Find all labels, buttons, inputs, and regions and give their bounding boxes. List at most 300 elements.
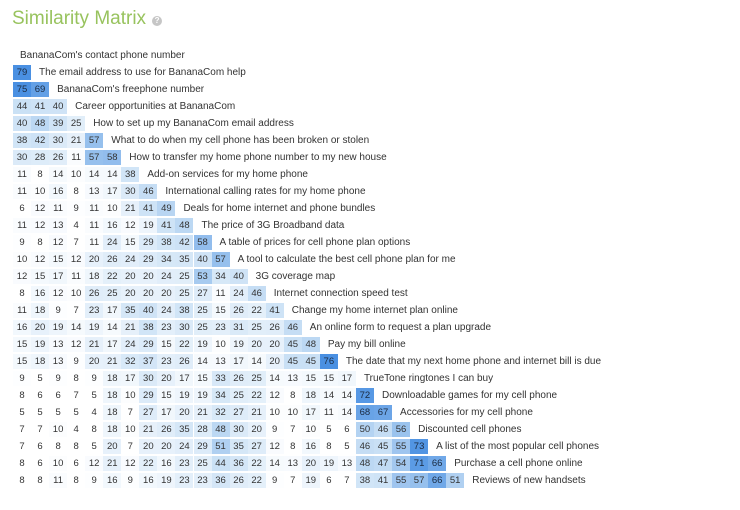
matrix-cell: 9 bbox=[49, 371, 67, 386]
matrix-cell: 12 bbox=[266, 439, 284, 454]
matrix-cell: 8 bbox=[67, 371, 85, 386]
matrix-cell: 45 bbox=[374, 439, 392, 454]
matrix-cell: 8 bbox=[49, 439, 67, 454]
matrix-cell: 14 bbox=[85, 167, 103, 182]
matrix-cell: 22 bbox=[248, 473, 266, 488]
matrix-cell: 30 bbox=[49, 133, 67, 148]
matrix-cell: 48 bbox=[31, 116, 49, 131]
matrix-cell: 5 bbox=[85, 388, 103, 403]
matrix-cell: 19 bbox=[320, 456, 338, 471]
matrix-cell: 8 bbox=[31, 167, 49, 182]
matrix-cell: 25 bbox=[248, 320, 266, 335]
matrix-cell: 10 bbox=[212, 337, 230, 352]
matrix-cell: 12 bbox=[13, 269, 31, 284]
matrix-cell: 11 bbox=[13, 184, 31, 199]
matrix-cell: 27 bbox=[248, 439, 266, 454]
matrix-cell: 6 bbox=[31, 456, 49, 471]
matrix-cell: 18 bbox=[302, 388, 320, 403]
row-label: Career opportunities at BananaCom bbox=[75, 101, 236, 112]
matrix-cell: 11 bbox=[49, 201, 67, 216]
row-label: A list of the most popular cell phones bbox=[436, 441, 600, 452]
row-label: The price of 3G Broadband data bbox=[201, 220, 345, 231]
matrix-cell: 23 bbox=[175, 456, 193, 471]
matrix-cell: 24 bbox=[157, 303, 175, 318]
matrix-cell: 11 bbox=[49, 473, 67, 488]
matrix-cell: 7 bbox=[31, 422, 49, 437]
row-label: Internet connection speed test bbox=[273, 288, 408, 299]
matrix-cell: 25 bbox=[194, 456, 212, 471]
matrix-cell: 11 bbox=[67, 269, 85, 284]
matrix-cell: 45 bbox=[284, 354, 302, 369]
matrix-cell: 12 bbox=[266, 388, 284, 403]
matrix-cell: 5 bbox=[85, 439, 103, 454]
matrix-cell: 10 bbox=[67, 286, 85, 301]
matrix-cell: 73 bbox=[410, 439, 428, 454]
row-label: What to do when my cell phone has been broken or stolen bbox=[111, 135, 370, 146]
matrix-cell: 30 bbox=[139, 371, 157, 386]
matrix-cell: 11 bbox=[13, 167, 31, 182]
matrix-cell: 9 bbox=[85, 473, 103, 488]
matrix-cell: 14 bbox=[49, 167, 67, 182]
matrix-cell: 57 bbox=[410, 473, 428, 488]
matrix-cell: 21 bbox=[103, 456, 121, 471]
matrix-cell: 20 bbox=[139, 439, 157, 454]
matrix-cell: 26 bbox=[49, 150, 67, 165]
matrix-cell: 20 bbox=[175, 405, 193, 420]
matrix-cell: 22 bbox=[248, 303, 266, 318]
matrix-cell: 6 bbox=[13, 201, 31, 216]
matrix-cell: 12 bbox=[121, 456, 139, 471]
matrix-cell: 20 bbox=[248, 337, 266, 352]
matrix-cell: 19 bbox=[49, 320, 67, 335]
matrix-cell: 17 bbox=[103, 184, 121, 199]
matrix-cell: 14 bbox=[103, 320, 121, 335]
matrix-cell: 17 bbox=[157, 405, 175, 420]
matrix-cell: 5 bbox=[13, 405, 31, 420]
matrix-cell: 5 bbox=[67, 405, 85, 420]
matrix-cell: 13 bbox=[338, 456, 356, 471]
matrix-cell: 17 bbox=[302, 405, 320, 420]
matrix-cell: 7 bbox=[13, 422, 31, 437]
matrix-cell: 69 bbox=[31, 82, 49, 97]
matrix-cell: 5 bbox=[338, 439, 356, 454]
matrix-cell: 7 bbox=[121, 439, 139, 454]
matrix-cell: 58 bbox=[194, 235, 212, 250]
matrix-cell: 17 bbox=[230, 354, 248, 369]
matrix-cell: 36 bbox=[230, 456, 248, 471]
matrix-cell: 14 bbox=[194, 354, 212, 369]
matrix-cell: 32 bbox=[121, 354, 139, 369]
matrix-cell: 44 bbox=[212, 456, 230, 471]
matrix-cell: 11 bbox=[85, 235, 103, 250]
matrix-cell: 11 bbox=[13, 303, 31, 318]
row-label: How to set up my BananaCom email address bbox=[93, 118, 294, 129]
matrix-cell: 13 bbox=[49, 354, 67, 369]
matrix-cell: 7 bbox=[13, 439, 31, 454]
matrix-cell: 9 bbox=[121, 473, 139, 488]
matrix-cell: 20 bbox=[121, 269, 139, 284]
matrix-cell: 9 bbox=[266, 473, 284, 488]
matrix-cell: 48 bbox=[356, 456, 374, 471]
matrix-cell: 7 bbox=[67, 303, 85, 318]
matrix-cell: 26 bbox=[230, 371, 248, 386]
matrix-cell: 20 bbox=[139, 286, 157, 301]
matrix-cell: 5 bbox=[320, 422, 338, 437]
matrix-cell: 20 bbox=[157, 371, 175, 386]
matrix-cell: 9 bbox=[13, 371, 31, 386]
matrix-cell: 25 bbox=[194, 303, 212, 318]
matrix-cell: 36 bbox=[212, 473, 230, 488]
matrix-cell: 34 bbox=[212, 388, 230, 403]
matrix-cell: 40 bbox=[49, 99, 67, 114]
matrix-cell: 20 bbox=[266, 337, 284, 352]
matrix-cell: 14 bbox=[248, 354, 266, 369]
row-label: Add-on services for my home phone bbox=[147, 169, 308, 180]
matrix-cell: 26 bbox=[266, 320, 284, 335]
matrix-cell: 21 bbox=[67, 133, 85, 148]
matrix-cell: 66 bbox=[428, 456, 446, 471]
matrix-cell: 26 bbox=[175, 354, 193, 369]
matrix-cell: 30 bbox=[121, 184, 139, 199]
matrix-cell: 13 bbox=[212, 354, 230, 369]
matrix-cell: 68 bbox=[356, 405, 374, 420]
matrix-cell: 17 bbox=[103, 303, 121, 318]
matrix-cell: 20 bbox=[103, 439, 121, 454]
matrix-cell: 41 bbox=[374, 473, 392, 488]
matrix-cell: 24 bbox=[175, 439, 193, 454]
matrix-cell: 22 bbox=[175, 337, 193, 352]
matrix-cell: 51 bbox=[446, 473, 464, 488]
row-label: Pay my bill online bbox=[327, 339, 406, 350]
matrix-cell: 23 bbox=[157, 354, 175, 369]
matrix-cell: 24 bbox=[103, 235, 121, 250]
matrix-cell: 21 bbox=[121, 201, 139, 216]
matrix-cell: 14 bbox=[338, 405, 356, 420]
matrix-cell: 30 bbox=[230, 422, 248, 437]
matrix-cell: 7 bbox=[121, 405, 139, 420]
matrix-cell: 14 bbox=[266, 371, 284, 386]
matrix-cell: 20 bbox=[121, 286, 139, 301]
matrix-cell: 15 bbox=[194, 371, 212, 386]
matrix-cell: 8 bbox=[31, 235, 49, 250]
matrix-cell: 40 bbox=[230, 269, 248, 284]
matrix-cell: 18 bbox=[103, 405, 121, 420]
matrix-cell: 13 bbox=[284, 456, 302, 471]
matrix-cell: 15 bbox=[31, 269, 49, 284]
matrix-cell: 72 bbox=[356, 388, 374, 403]
matrix-cell: 23 bbox=[85, 303, 103, 318]
matrix-cell: 10 bbox=[13, 252, 31, 267]
matrix-cell: 19 bbox=[302, 473, 320, 488]
matrix-cell: 32 bbox=[212, 405, 230, 420]
matrix-cell: 46 bbox=[139, 184, 157, 199]
matrix-cell: 13 bbox=[284, 371, 302, 386]
matrix-cell: 25 bbox=[103, 286, 121, 301]
matrix-cell: 20 bbox=[266, 354, 284, 369]
matrix-cell: 79 bbox=[13, 65, 31, 80]
matrix-cell: 17 bbox=[49, 269, 67, 284]
matrix-cell: 49 bbox=[157, 201, 175, 216]
matrix-cell: 46 bbox=[284, 320, 302, 335]
matrix-cell: 56 bbox=[392, 422, 410, 437]
matrix-cell: 18 bbox=[85, 269, 103, 284]
matrix-cell: 34 bbox=[157, 252, 175, 267]
matrix-cell: 20 bbox=[157, 286, 175, 301]
row-label: Downloadable games for my cell phone bbox=[382, 390, 558, 401]
matrix-cell: 15 bbox=[157, 388, 175, 403]
matrix-cell: 25 bbox=[194, 320, 212, 335]
matrix-cell: 23 bbox=[157, 320, 175, 335]
matrix-cell: 29 bbox=[139, 337, 157, 352]
row-label: Discounted cell phones bbox=[418, 424, 522, 435]
matrix-cell: 76 bbox=[320, 354, 338, 369]
matrix-cell: 57 bbox=[85, 133, 103, 148]
matrix-cell: 6 bbox=[49, 388, 67, 403]
row-label: The email address to use for BananaCom help bbox=[39, 67, 246, 78]
matrix-cell: 55 bbox=[392, 473, 410, 488]
matrix-cell: 41 bbox=[266, 303, 284, 318]
matrix-cell: 27 bbox=[230, 405, 248, 420]
matrix-cell: 11 bbox=[212, 286, 230, 301]
matrix-cell: 51 bbox=[212, 439, 230, 454]
matrix-cell: 35 bbox=[230, 439, 248, 454]
matrix-cell: 25 bbox=[248, 371, 266, 386]
matrix-cell: 35 bbox=[175, 422, 193, 437]
matrix-cell: 11 bbox=[13, 218, 31, 233]
matrix-cell: 8 bbox=[67, 184, 85, 199]
matrix-cell: 21 bbox=[121, 320, 139, 335]
row-label: Accessories for my cell phone bbox=[400, 407, 533, 418]
matrix-cell: 29 bbox=[139, 388, 157, 403]
matrix-cell: 28 bbox=[31, 150, 49, 165]
matrix-cell: 15 bbox=[121, 235, 139, 250]
matrix-cell: 19 bbox=[194, 337, 212, 352]
matrix-cell: 71 bbox=[410, 456, 428, 471]
matrix-cell: 8 bbox=[284, 439, 302, 454]
matrix-cell: 23 bbox=[194, 473, 212, 488]
matrix-cell: 8 bbox=[67, 473, 85, 488]
matrix-cell: 38 bbox=[139, 320, 157, 335]
matrix-cell: 20 bbox=[85, 354, 103, 369]
matrix-cell: 48 bbox=[302, 337, 320, 352]
matrix-cell: 25 bbox=[175, 269, 193, 284]
matrix-cell: 18 bbox=[103, 422, 121, 437]
matrix-cell: 29 bbox=[139, 252, 157, 267]
matrix-cell: 66 bbox=[428, 473, 446, 488]
matrix-cell: 12 bbox=[67, 252, 85, 267]
matrix-cell: 58 bbox=[103, 150, 121, 165]
matrix-cell: 47 bbox=[374, 456, 392, 471]
row-label: A tool to calculate the best cell phone plan for me bbox=[237, 254, 456, 265]
matrix-cell: 21 bbox=[85, 337, 103, 352]
matrix-cell: 21 bbox=[103, 354, 121, 369]
matrix-cell: 16 bbox=[302, 439, 320, 454]
matrix-cell: 12 bbox=[31, 252, 49, 267]
matrix-cell: 48 bbox=[175, 218, 193, 233]
matrix-cell: 21 bbox=[139, 422, 157, 437]
matrix-cell: 24 bbox=[121, 337, 139, 352]
matrix-cell: 44 bbox=[13, 99, 31, 114]
matrix-cell: 11 bbox=[67, 150, 85, 165]
matrix-cell: 20 bbox=[248, 422, 266, 437]
matrix-cell: 41 bbox=[157, 218, 175, 233]
matrix-cell: 53 bbox=[194, 269, 212, 284]
matrix-cell: 22 bbox=[103, 269, 121, 284]
matrix-cell: 19 bbox=[157, 473, 175, 488]
matrix-cell: 8 bbox=[13, 388, 31, 403]
matrix-cell: 18 bbox=[103, 371, 121, 386]
matrix-cell: 15 bbox=[157, 337, 175, 352]
matrix-cell: 10 bbox=[266, 405, 284, 420]
matrix-cell: 50 bbox=[356, 422, 374, 437]
matrix-cell: 19 bbox=[175, 388, 193, 403]
matrix-cell: 42 bbox=[175, 235, 193, 250]
matrix-cell: 24 bbox=[230, 286, 248, 301]
matrix-cell: 6 bbox=[31, 439, 49, 454]
matrix-cell: 16 bbox=[139, 473, 157, 488]
matrix-cell: 45 bbox=[284, 337, 302, 352]
row-label: 3G coverage map bbox=[255, 271, 336, 282]
matrix-cell: 8 bbox=[67, 439, 85, 454]
matrix-cell: 17 bbox=[103, 337, 121, 352]
matrix-cell: 15 bbox=[212, 303, 230, 318]
matrix-cell: 13 bbox=[49, 218, 67, 233]
row-label: An online form to request a plan upgrade bbox=[309, 322, 492, 333]
matrix-cell: 33 bbox=[212, 371, 230, 386]
matrix-cell: 18 bbox=[103, 388, 121, 403]
matrix-cell: 6 bbox=[338, 422, 356, 437]
row-label: How to transfer my home phone number to my new house bbox=[129, 152, 387, 163]
matrix-cell: 8 bbox=[85, 422, 103, 437]
matrix-cell: 46 bbox=[374, 422, 392, 437]
matrix-cell: 8 bbox=[284, 388, 302, 403]
row-label: The date that my next home phone and internet bill is due bbox=[345, 356, 602, 367]
matrix-cell: 10 bbox=[49, 456, 67, 471]
matrix-cell: 22 bbox=[248, 388, 266, 403]
matrix-cell: 10 bbox=[103, 201, 121, 216]
matrix-cell: 9 bbox=[67, 201, 85, 216]
row-label: A table of prices for cell phone plan options bbox=[219, 237, 411, 248]
row-label: BananaCom's freephone number bbox=[57, 84, 205, 95]
matrix-cell: 20 bbox=[85, 252, 103, 267]
matrix-cell: 46 bbox=[248, 286, 266, 301]
matrix-cell: 12 bbox=[31, 218, 49, 233]
matrix-cell: 15 bbox=[13, 354, 31, 369]
matrix-cell: 41 bbox=[31, 99, 49, 114]
matrix-cell: 4 bbox=[85, 405, 103, 420]
matrix-cell: 5 bbox=[31, 405, 49, 420]
matrix-cell: 27 bbox=[194, 286, 212, 301]
matrix-cell: 29 bbox=[194, 439, 212, 454]
matrix-cell: 16 bbox=[103, 473, 121, 488]
matrix-cell: 9 bbox=[67, 354, 85, 369]
matrix-cell: 22 bbox=[139, 456, 157, 471]
matrix-cell: 8 bbox=[13, 473, 31, 488]
matrix-cell: 12 bbox=[121, 218, 139, 233]
matrix-cell: 42 bbox=[31, 133, 49, 148]
matrix-cell: 16 bbox=[13, 320, 31, 335]
matrix-cell: 14 bbox=[67, 320, 85, 335]
matrix-cell: 25 bbox=[230, 388, 248, 403]
matrix-cell: 46 bbox=[356, 439, 374, 454]
matrix-cell: 45 bbox=[302, 354, 320, 369]
matrix-cell: 57 bbox=[85, 150, 103, 165]
matrix-cell: 10 bbox=[302, 422, 320, 437]
matrix-cell: 26 bbox=[85, 286, 103, 301]
matrix-cell: 17 bbox=[121, 371, 139, 386]
matrix-cell: 12 bbox=[67, 337, 85, 352]
matrix-cell: 7 bbox=[338, 473, 356, 488]
matrix-cell: 27 bbox=[139, 405, 157, 420]
row-label: Change my home internet plan online bbox=[291, 305, 458, 316]
matrix-cell: 19 bbox=[230, 337, 248, 352]
matrix-cell: 26 bbox=[230, 303, 248, 318]
matrix-cell: 9 bbox=[49, 303, 67, 318]
matrix-cell: 7 bbox=[284, 422, 302, 437]
matrix-cell: 29 bbox=[139, 235, 157, 250]
matrix-cell: 16 bbox=[49, 184, 67, 199]
matrix-cell: 9 bbox=[85, 371, 103, 386]
matrix-cell: 8 bbox=[320, 439, 338, 454]
matrix-cell: 18 bbox=[31, 303, 49, 318]
matrix-cell: 20 bbox=[157, 439, 175, 454]
matrix-cell: 4 bbox=[67, 218, 85, 233]
matrix-cell: 54 bbox=[392, 456, 410, 471]
matrix-cell: 10 bbox=[31, 184, 49, 199]
matrix-cell: 8 bbox=[13, 286, 31, 301]
matrix-cell: 12 bbox=[31, 201, 49, 216]
matrix-cell: 16 bbox=[31, 286, 49, 301]
matrix-cell: 28 bbox=[194, 422, 212, 437]
matrix-cell: 9 bbox=[13, 235, 31, 250]
matrix-cell: 6 bbox=[67, 456, 85, 471]
matrix-cell: 12 bbox=[85, 456, 103, 471]
matrix-cell: 25 bbox=[175, 286, 193, 301]
matrix-cell: 10 bbox=[121, 422, 139, 437]
matrix-cell: 15 bbox=[320, 371, 338, 386]
matrix-cell: 11 bbox=[85, 218, 103, 233]
matrix-cell: 11 bbox=[85, 201, 103, 216]
matrix-cell: 15 bbox=[49, 252, 67, 267]
row-label: BananaCom's contact phone number bbox=[20, 50, 185, 61]
matrix-cell: 38 bbox=[13, 133, 31, 148]
matrix-cell: 13 bbox=[49, 337, 67, 352]
row-label: Deals for home internet and phone bundles bbox=[183, 203, 376, 214]
matrix-cell: 13 bbox=[85, 184, 103, 199]
matrix-cell: 21 bbox=[248, 405, 266, 420]
matrix-cell: 20 bbox=[139, 269, 157, 284]
matrix-cell: 35 bbox=[175, 252, 193, 267]
matrix-cell: 14 bbox=[103, 167, 121, 182]
matrix-cell: 48 bbox=[212, 422, 230, 437]
row-label: Reviews of new handsets bbox=[472, 475, 586, 486]
matrix-cell: 41 bbox=[139, 201, 157, 216]
matrix-cell: 23 bbox=[212, 320, 230, 335]
matrix-cell: 6 bbox=[31, 388, 49, 403]
matrix-cell: 20 bbox=[302, 456, 320, 471]
row-label: International calling rates for my home phone bbox=[165, 186, 366, 197]
question-circle-icon[interactable]: ? bbox=[152, 16, 162, 26]
matrix-cell: 7 bbox=[67, 235, 85, 250]
matrix-cell: 38 bbox=[157, 235, 175, 250]
matrix-cell: 12 bbox=[49, 235, 67, 250]
matrix-cell: 21 bbox=[194, 405, 212, 420]
matrix-cell: 10 bbox=[49, 422, 67, 437]
matrix-cell: 75 bbox=[13, 82, 31, 97]
matrix-cell: 37 bbox=[139, 354, 157, 369]
matrix-cell: 38 bbox=[356, 473, 374, 488]
matrix-cell: 10 bbox=[121, 388, 139, 403]
